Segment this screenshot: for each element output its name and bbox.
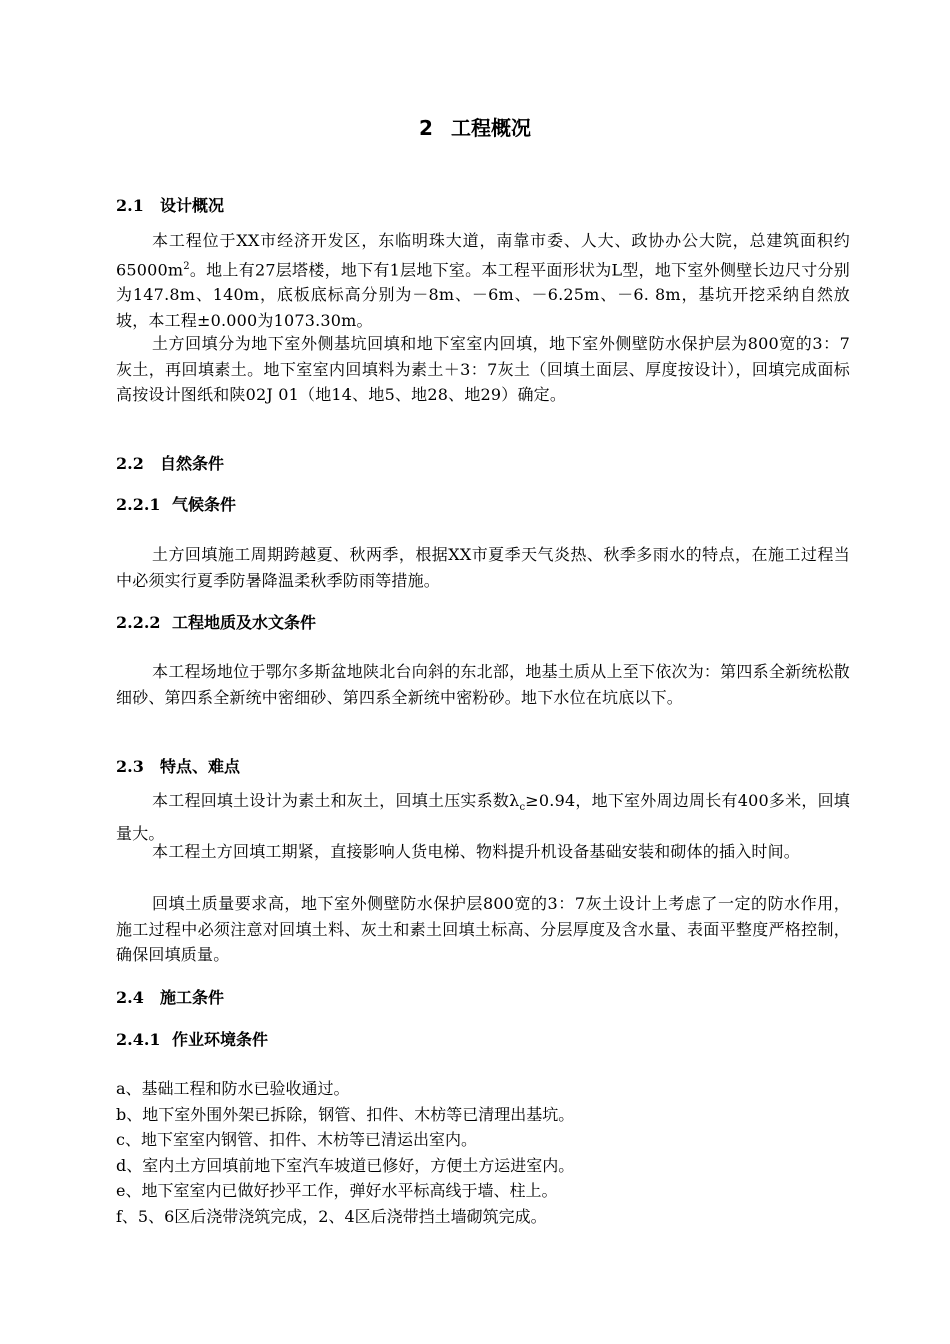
list-item: d、室内土方回填前地下室汽车坡道已修好，方便土方运进室内。 xyxy=(116,1155,575,1175)
paragraph-features-1 xyxy=(116,788,850,846)
paragraph-geology: 本工程场地位于鄂尔多斯盆地陕北台向斜的东北部，地基土质从上至下依次为：第四系全新统松散细砂、第四系全新统中密细砂、第四系全新统中密粉砂。地下水位在坑底以下。 xyxy=(116,662,850,707)
paragraph-text: ≥0.94，地下室外周边周长有400多米，回填量大。 xyxy=(116,791,851,843)
list-item: a、基础工程和防水已验收通过。 xyxy=(116,1079,350,1098)
section-heading-2-3 xyxy=(116,756,240,778)
paragraph-backfill-overview: 土方回填分为地下室外侧基坑回填和地下室室内回填，地下室外侧壁防水保护层为800宽的3：7灰土，再回填素土。地下室室内回填料为素土＋3：7灰土（回填土面层、厚度按设计），回填完成面标高按设计图纸和陕02J 01（地14、地5、地28、地29）确定。 xyxy=(116,334,850,404)
list-item: e、地下室室内已做好抄平工作，弹好水平标高线于墙、柱上。 xyxy=(116,1181,558,1200)
section-title: 特点、难点 xyxy=(160,757,241,776)
section-heading-2-4 xyxy=(116,987,224,1009)
paragraph-text: 本工程回填土设计为素土和灰土，回填土压实系数λ xyxy=(152,791,520,810)
superscript: 2 xyxy=(183,260,190,272)
section-number: 2.3 xyxy=(116,757,144,776)
section-title: 气候条件 xyxy=(172,495,237,514)
paragraph-text: 本工程位于XX市经济开发区，东临明珠大道，南靠市委、人大、政协办公大院，总建筑面积约65000m xyxy=(116,231,850,279)
section-title: 工程地质及水文条件 xyxy=(172,613,317,632)
paragraph-design-overview xyxy=(116,228,850,333)
list-item: c、地下室室内钢管、扣件、木枋等已清运出室内。 xyxy=(116,1130,477,1149)
section-title: 自然条件 xyxy=(160,454,225,473)
paragraph-text: 。地上有27层塔楼，地下有1层地下室。本工程平面形状为L型，地下室外侧壁长边尺寸分别为147.8m、140m，底板底标高分别为－8m、－6m、－6.25m、－6. 8m，基坑开挖采纳自然放坡，本工程±0.000为1073.30m。 xyxy=(116,259,850,330)
section-heading-2-4-1 xyxy=(116,1029,268,1051)
section-number: 2.4.1 xyxy=(116,1030,161,1049)
paragraph-climate: 土方回填施工周期跨越夏、秋两季，根据XX市夏季天气炎热、秋季多雨水的特点，在施工过程当中必须实行夏季防暑降温柔秋季防雨等措施。 xyxy=(116,545,850,590)
section-number: 2.1 xyxy=(116,196,144,215)
section-number: 2.2 xyxy=(116,454,144,473)
chapter-title-text: 工程概况 xyxy=(450,116,531,140)
section-title: 设计概况 xyxy=(160,196,225,215)
section-title: 施工条件 xyxy=(160,988,225,1007)
section-number: 2.2.1 xyxy=(116,495,161,514)
section-heading-2-2-1 xyxy=(116,494,236,516)
section-heading-2-2-2 xyxy=(116,612,316,634)
section-title: 作业环境条件 xyxy=(172,1030,269,1049)
subscript: c xyxy=(519,802,526,814)
chapter-number: 2 xyxy=(419,116,433,140)
section-number: 2.4 xyxy=(116,988,144,1007)
section-heading-2-2 xyxy=(116,453,224,475)
chapter-title xyxy=(0,114,950,142)
section-number: 2.2.2 xyxy=(116,613,161,632)
paragraph-features-3: 回填土质量要求高，地下室外侧壁防水保护层800宽的3：7灰土设计上考虑了一定的防水作用，施工过程中必须注意对回填土料、灰土和素土回填土标高、分层厚度及含水量、表面平整度严格控制，确保回填质量。 xyxy=(116,894,850,964)
list-item: f、5、6区后浇带浇筑完成，2、4区后浇带挡土墙砌筑完成。 xyxy=(116,1206,547,1226)
list-item: b、地下室外围外架已拆除，钢管、扣件、木枋等已清理出基坑。 xyxy=(116,1104,575,1124)
conditions-list xyxy=(116,1076,850,1229)
section-heading-2-1 xyxy=(116,195,224,217)
paragraph-features-2: 本工程土方回填工期紧，直接影响人货电梯、物料提升机设备基础安装和砌体的插入时间。 xyxy=(152,842,801,861)
